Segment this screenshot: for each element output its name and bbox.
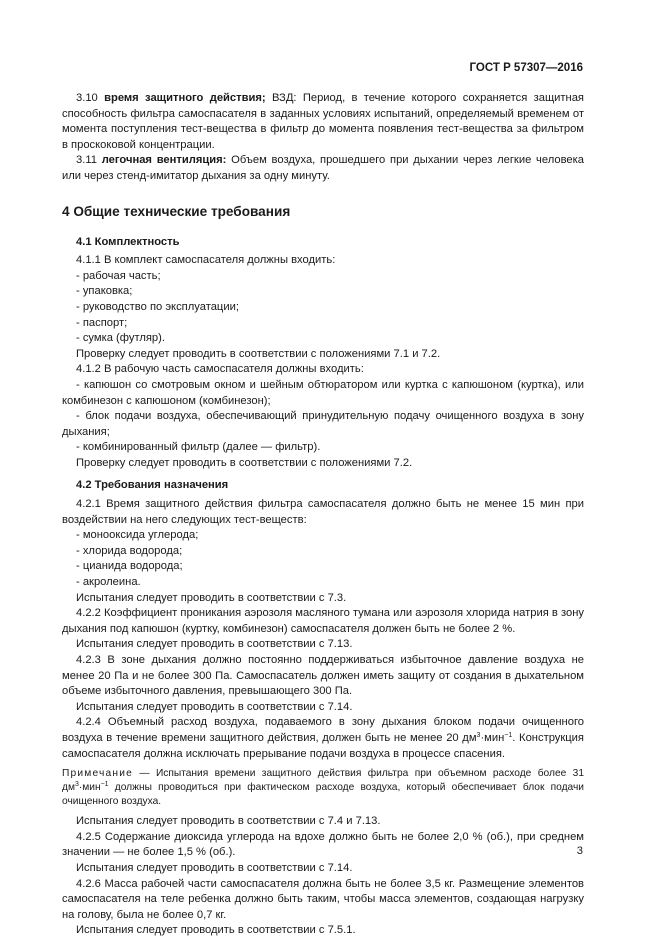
paragraph: 4.1.1 В комплект самоспасателя должны входить: (76, 254, 336, 267)
paragraph: 4.2.3 В зоне дыхания должно постоянно поддерживаться избыточное давление воздуха не менее 20 Па и не более 300 Па. Самоспасатель должен иметь защиту от создания в дыхательном объеме избыточного давления, превышающего 300 Па. (62, 654, 584, 698)
list-item: - комбинированный фильтр (далее — фильтр). (76, 441, 321, 454)
standard-header: ГОСТ Р 57307—2016 (469, 62, 583, 74)
list-item: - блок подачи воздуха, обеспечивающий принудительную подачу очищенного воздуха в зону дыхания; (62, 410, 584, 438)
document-body (62, 91, 584, 939)
paragraph: 4.1.2 В рабочую часть самоспасателя должны входить: (76, 363, 364, 376)
definition-term: легочная вентиляция: (101, 154, 227, 167)
paragraph: Испытания следует проводить в соответствии с 7.14. (76, 861, 353, 874)
subsection-title: 4.2 Требования назначения (76, 479, 229, 492)
paragraph: Испытания следует проводить в соответствии с 7.14. (76, 700, 353, 713)
page-number: 3 (576, 845, 583, 857)
note: Примечание — Испытания времени защитного действия фильтра при объемном расходе более 31 $дм^3\cdot мин^{-1}$ должны проводиться при фактическом расходе воздуха, который обеспечивает блок подачи очищенного воздуха. (62, 768, 584, 808)
paragraph: Проверку следует проводить в соответствии с положениями 7.1 и 7.2. (76, 347, 441, 360)
paragraph: 4.2.4 Объемный расход воздуха, подаваемого в зону дыхания блоком подачи очищенного воздуха в течение времени защитного действия, должен быть не менее 20 $дм^3\cdot мин^{-1}$. Конструкция самоспасателя должна исключать прерывание подачи воздуха в процессе спасения. (62, 716, 584, 760)
list-item: - монооксида углерода; (76, 529, 199, 542)
note-label: Примечание (62, 768, 133, 780)
paragraph: Проверку следует проводить в соответствии с положениями 7.2. (76, 456, 413, 469)
list-item: - упаковка; (76, 285, 133, 298)
section-title: 4 Общие технические требования (62, 203, 291, 219)
definition-3-11: 3.11 легочная вентиляция: Объем воздуха, прошедшего при дыхании через легкие человека или через стенд-имитатор дыхания за одну минуту. (62, 154, 584, 182)
subsection-title: 4.1 Комплектность (76, 235, 180, 248)
list-item: - сумка (футляр). (76, 332, 165, 345)
list-item: - рабочая часть; (76, 269, 161, 282)
paragraph: 4.2.6 Масса рабочей части самоспасателя должна быть не более 3,5 кг. Размещение элементов самоспасателя на теле ребенка должно быть таким, чтобы масса элементов, создающая нагрузку на голову, была не более 0,7 кг. (62, 877, 584, 921)
paragraph: 4.2.5 Содержание диоксида углерода на вдохе должно быть не более 2,0 % (об.), при среднем значении — не более 1,5 % (об.). (62, 830, 584, 859)
paragraph: Испытания следует проводить в соответствии с 7.4 и 7.13. (76, 815, 381, 828)
definition-3-10: 3.10 время защитного действия; ВЗД: Период, в течение которого сохраняется защитная способность фильтра самоспасателя в заданных условиях испытаний, определяемый временем от момента поступления тест-вещества в фильтр до момента появления тест-вещества за фильтром в проскоковой концентрации. (62, 92, 584, 151)
definition-term: время защитного действия; (104, 92, 266, 104)
paragraph: Испытания следует проводить в соответствии с 7.5.1. (76, 924, 356, 937)
list-item: - цианида водорода; (76, 560, 183, 573)
paragraph: Испытания следует проводить в соответствии с 7.13. (76, 638, 353, 651)
list-item: - руководство по эксплуатации; (76, 300, 239, 313)
list-item: - хлорида водорода; (76, 544, 183, 557)
list-item: - капюшон со смотровым окном и шейным обтюратором или куртка с капюшоном (куртка), или комбинезон с капюшоном (комбинезон); (62, 378, 584, 407)
list-item: - паспорт; (76, 316, 128, 329)
paragraph: 4.2.1 Время защитного действия фильтра самоспасателя должно быть не менее 15 мин при воздействии на него следующих тест-веществ: (62, 498, 584, 526)
paragraph: 4.2.2 Коэффициент проникания аэрозоля масляного тумана или аэрозоля хлорида натрия в зону дыхания под капюшон (куртку, комбинезон) самоспасателя должен быть не более 2 %. (62, 607, 584, 635)
paragraph: Испытания следует проводить в соответствии с 7.3. (76, 591, 347, 604)
list-item: - акролеина. (76, 576, 141, 589)
